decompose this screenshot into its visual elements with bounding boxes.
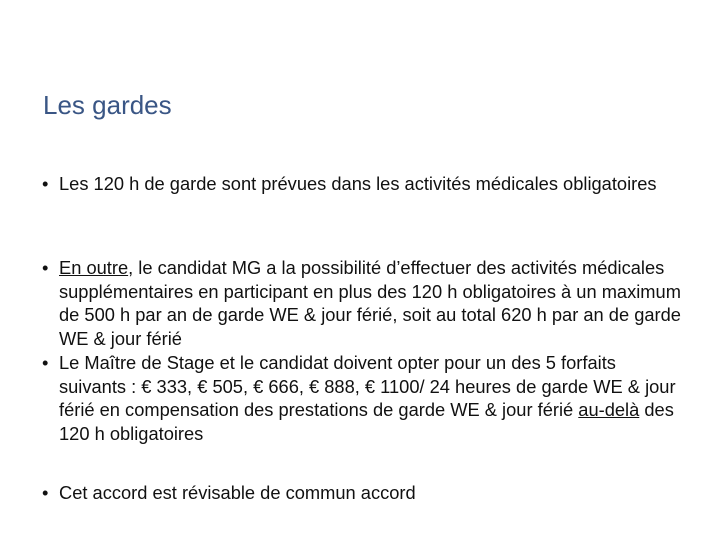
slide-title: Les gardes	[43, 90, 172, 120]
bullet-item	[42, 481, 682, 505]
bullet-item	[42, 256, 682, 350]
bullet-item	[42, 351, 682, 445]
bullet-item	[42, 172, 682, 196]
bullet-text: Cet accord est révisable de commun accord	[59, 482, 416, 503]
bullet-underlined-text: au-delà	[578, 399, 640, 420]
bullet-text: des 120 h obligatoires	[59, 399, 674, 444]
bullet-text: , le candidat MG a la possibilité d’effectuer des activités médicales supplémentaires en participant en plus des 120 h obligatoires à un maximum de 500 h par an de garde WE & jour férié, soit au total 620 h par an de garde WE & jour férié	[59, 257, 681, 349]
bullet-text: Le Maître de Stage et le candidat doivent opter pour un des 5 forfaits suivants : € 333, € 505, € 666, € 888, € 1100/ 24 heures de garde WE & jour férié en compensation des prestations de garde WE & jour férié	[59, 352, 676, 420]
bullet-underlined-text: En outre	[59, 257, 129, 278]
bullet-text: Les 120 h de garde sont prévues dans les activités médicales obligatoires	[59, 173, 657, 194]
